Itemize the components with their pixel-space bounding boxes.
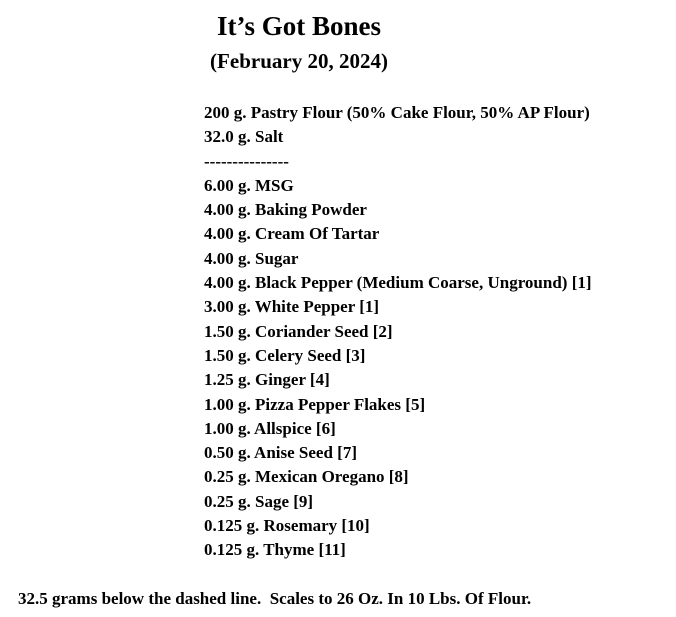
ingredient-line: 4.00 g. Sugar [204,248,299,268]
ingredient-line: 1.25 g. Ginger [4] [204,370,330,390]
ingredient-line: 1.50 g. Coriander Seed [2] [204,321,393,341]
ingredient-line: 3.00 g. White Pepper [1] [204,297,380,317]
ingredient-line: 1.00 g. Allspice [6] [204,418,336,438]
footer-note: 32.5 grams below the dashed line. Scales to 26 Oz. In 10 Lbs. Of Flour. [18,589,532,608]
ingredient-line: 4.00 g. Black Pepper (Medium Coarse, Unground) [1] [204,273,592,293]
ingredient-line: 4.00 g. Cream Of Tartar [204,224,380,244]
ingredient-list [204,101,592,563]
ingredient-line: 200 g. Pastry Flour (50% Cake Flour, 50% AP Flour) [204,103,590,122]
ingredient-line: 0.125 g. Thyme [11] [204,540,346,560]
document-date: (February 20, 2024) [210,49,388,73]
ingredient-line: 0.125 g. Rosemary [10] [204,516,370,536]
ingredient-line: 0.25 g. Mexican Oregano [8] [204,467,409,487]
ingredient-line: 0.50 g. Anise Seed [7] [204,443,357,463]
ingredient-line: 4.00 g. Baking Powder [204,200,367,220]
ingredient-line: 0.25 g. Sage [9] [204,491,314,511]
ingredient-line: 32.0 g. Salt [204,127,284,147]
ingredient-line: 1.50 g. Celery Seed [3] [204,345,366,365]
ingredient-line: 6.00 g. MSG [204,175,294,195]
ingredient-line: 1.00 g. Pizza Pepper Flakes [5] [204,394,426,414]
document-title: It’s Got Bones [216,11,381,41]
dashed-separator: --------------- [204,151,289,171]
